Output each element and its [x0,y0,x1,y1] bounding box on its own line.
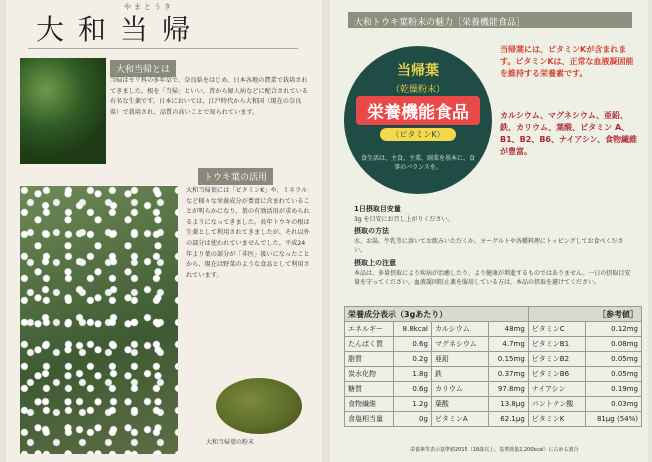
table-cell: 0.03mg [585,397,641,412]
table-cell: 62.1μg [489,412,529,427]
left-page [6,0,322,462]
table-cell: 0.6g [394,382,432,397]
table-cell: 0.05mg [585,352,641,367]
vitamin-k-note: 当帰葉には、ビタミンKが含まれます。ビタミンKは、正常な血液凝固能を維持する栄養素です。 [500,45,634,78]
table-cell: ビタミンA [431,412,488,427]
table-row [345,352,642,367]
table-cell: パントテン酸 [528,397,585,412]
table-cell: 鉄 [431,367,488,382]
table-cell: ビタミンK [528,412,585,427]
section1-label: 大和当帰とは [110,60,176,77]
table-cell: 81μg (54%) [585,412,641,427]
table-cell: マグネシウム [431,337,488,352]
table-row [345,367,642,382]
table-cell: 0g [394,412,432,427]
guide-text: 本品は、多量摂取により疾病が治癒したり、より健康が増進するものではありません。一日の摂取目安量を守ってください。血液凝固阻止薬を服用している方は、本品の摂取を避けてください。 [354,270,631,286]
circle-line5: 食生活は、主食、主菜、副菜を基本に、食事のバランスを。 [360,155,475,171]
guide-title: 1日摂取目安量 [354,205,401,213]
table-cell: 0.6g [394,337,432,352]
table-cell: ナイアシン [528,382,585,397]
guide-title: 摂取の方法 [354,227,389,235]
table-cell: 0.37mg [489,367,529,382]
table-row [345,337,642,352]
guide-text: 水、お湯、牛乳等に溶いてお飲みいただくか、ヨーグルトや各種料理にトッピングしてお食べください。 [354,238,624,254]
table-cell: 48mg [489,322,529,337]
table-title: 栄養成分表示（3gあたり） [345,307,529,322]
nutrients-list: カルシウム、マグネシウム、亜鉛、鉄、カリウム、葉酸、ビタミン A、B1、B2、B6、ナイアシン、食物繊維が豊富。 [500,111,638,156]
table-cell: 亜鉛 [431,352,488,367]
table-cell: たんぱく質 [345,337,394,352]
powder-image [216,378,302,434]
table-cell: 1.8g [394,367,432,382]
circle-line2: （乾燥粉末） [390,85,445,95]
table-row [345,412,642,427]
guide-method [354,226,634,255]
table-cell: 0.12mg [585,322,641,337]
table-cell: 葉酸 [431,397,488,412]
right-page [330,0,648,462]
table-cell: 脂質 [345,352,394,367]
table-cell: 糖質 [345,382,394,397]
table-cell: 4.7mg [489,337,529,352]
table-footnote: 栄養素等表示基準値2015（18歳以上、基準熱量2,200kcal）に占める割合 [410,447,579,453]
table-cell: カリウム [431,382,488,397]
table-cell: 食物繊維 [345,397,394,412]
flower-photo [20,186,178,454]
table-cell: 1.2g [394,397,432,412]
feature-circle [344,46,492,194]
circle-line3: 栄養機能食品 [356,96,480,125]
section2-label: トウキ葉の活用 [198,168,273,185]
guide-intake [354,204,634,224]
table-cell: 0.08mg [585,337,641,352]
table-row [345,397,642,412]
table-cell: 8.8kcal [394,322,432,337]
title-ruby: やまとうき [124,3,174,11]
table-cell: 0.15mg [489,352,529,367]
table-cell: ビタミンB1 [528,337,585,352]
guide-text: 3g を目安にお召し上がりください。 [354,216,454,223]
table-row [345,322,642,337]
table-cell: 97.8mg [489,382,529,397]
table-cell: ビタミンB6 [528,367,585,382]
section2-text: 大和当帰葉には「ビタミンK」や、ミネラルなど様々な栄養成分が豊富に含まれていることが明らかになり、葉の有効活用が求められるようになってきました。長年トウキの根は生薬として利用されてきましたが、それ以外の部分は使われていませんでした。平成24年より葉の部分が「非医」扱いになったことから、現在は野菜のような食品として利用されています。 [186,187,310,279]
table-cell: 0.2g [394,352,432,367]
title-divider [28,48,298,49]
table-cell: 0.05mg [585,367,641,382]
table-cell: 炭水化物 [345,367,394,382]
table-cell: 食塩相当量 [345,412,394,427]
page-title: 大和当帰 [36,13,205,46]
table-cell: ビタミンB2 [528,352,585,367]
table-ref-label: ［参考値］ [528,307,641,322]
table-cell: エネルギー [345,322,394,337]
table-row [345,382,642,397]
guide-title: 摂取上の注意 [354,259,396,267]
section1-text: 当帰はセリ科の多年草で、奈良県をはじめ、日本各地の農業で栽培されてきました。根を「当帰」といい、昔から婦人病などに配合されている有名な生薬です。日本においては、江戸時代から大和国（現在の奈良県）で栽培され、品質の高いことで知られています。 [110,77,308,116]
table-cell: 13.8μg [489,397,529,412]
table-cell: カルシウム [431,322,488,337]
powder-caption: 大和当帰葉の粉末 [206,439,255,446]
table-cell: 0.19mg [585,382,641,397]
nutrition-table [344,306,642,427]
guide-caution [354,258,634,287]
plant-photo [20,58,106,164]
circle-line4: （ビタミンK） [380,128,456,141]
table-cell: ビタミンC [528,322,585,337]
circle-line1: 当帰葉 [397,63,439,79]
right-header: 大和トウキ葉粉末の魅力［栄養機能食品］ [348,12,632,28]
